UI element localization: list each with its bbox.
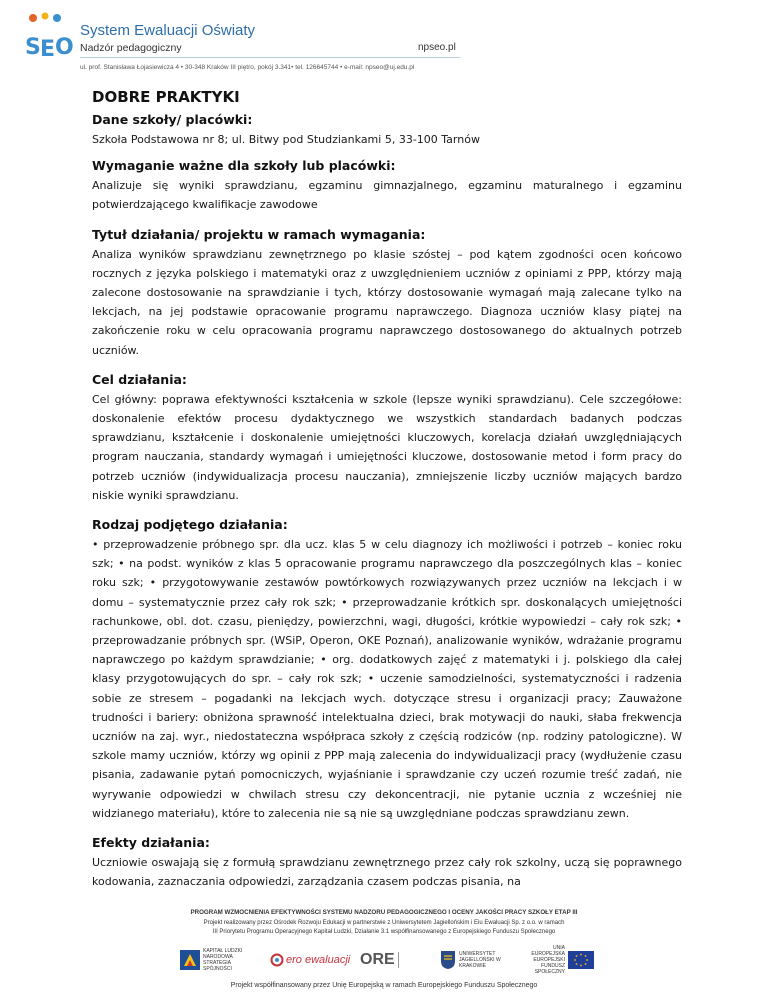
ore-text: ORE — [360, 951, 395, 968]
section-requirement — [92, 158, 682, 214]
kapital-ludzki-icon — [180, 950, 200, 970]
footer-priority-line: III Priorytetu Programu Operacyjnego Kapitał Ludzki, Działanie 3.1 współfinansowanego z Europejskiego Funduszu Społecznego — [212, 929, 556, 935]
section-body: Cel główny: poprawa efektywności kształcenia w szkole (lepsze wyniki sprawdzianu). Cele szczegółowe: doskonalenie efektów procesu dydaktycznego we wszystkich standardach badanych podczas sprawdzianu, kształcenie i doskonalenie umiejętności kluczowych, korelacja działań uwzględniających program nauczania, standardy wymagań i umiejętności kluczowe, dostosowanie metod i form pracy do potrzeb uczniów (indywidualizacja procesu nauczania), zmniejszenie liczby uczniów mających bardzo niskie wyniki sprawdzianu. — [92, 392, 682, 502]
section-heading: Tytuł działania/ projektu w ramach wymagania: — [92, 226, 426, 242]
section-heading: Dane szkoły/ placówki: — [92, 112, 253, 127]
section-heading: Rodzaj podjętego działania: — [92, 517, 288, 533]
brand-title: System Ewaluacji Oświaty — [80, 22, 256, 39]
ere-ewaluacji-text: ero ewaluacji — [286, 954, 351, 966]
section-heading: Wymaganie ważne dla szkoły lub placówki: — [92, 158, 396, 174]
page-footer — [0, 908, 768, 994]
document-title: DOBRE PRAKTYKI — [92, 88, 240, 106]
section-body: • przeprowadzenie próbnego spr. dla ucz. klas 5 w celu diagnozy ich możliwości i potrzeb – koniec roku szk; • na podst. wyników z klas 5 opracowanie programu naprawczego dla poszczególnych klas – koniec roku szk; • przygotowywanie zestawów powtórkowych rozwiązywanych przez uczniów na lekcjach i w domu – systematycznie przez cały rok szk; • przeprowadzanie krótkich spr. doskonalących umiejętności rachunkowe, obl. dot. czasu, pieniędzy, powierzchni, wagi, długości, krótkie wypowiedzi – cały rok szk; • przeprowadzanie próbnych spr. (WSiP, Operon, OKE Poznań), analizowanie wyników, wdrażanie programu naprawczego po każdym sprawdzianie; • org. dodatkowych zajęć z matematyki i j. polskiego dla całej klasy przygotowujących do spr. – cały rok szk; • uczenie samodzielności, systematyczności i radzenia sobie ze stresem – pogadanki na lekcjach wych. dotyczące stresu i organizacji pracy; Zauważone trudności i bariery: obniżona sprawność intelektualna dzieci, brak motywacji do nauki, słaba frekwencja uczniów na zaj. wyr., niedostateczna współpraca szkoły z częścią rodziców (np. rodziny patologiczne). W szkole mamy uczniów, którzy wg opinii z PPP mają zalecenia do indywidualizacji pracy (wydłużenie czasu pisania, zadawanie pytań pomocniczych, wyjaśnianie i sprawdzanie czy uczeń rozumie treść zadań, nie wyrywanie odpowiedzi w chwilach stresu czy dekoncentracji, nie pytanie ucznia z wcześniej nie widzianego materiału), które to zalecenia nie są nie są uwzględniane podczas sprawdzianu zewn. — [92, 538, 682, 820]
section-body: Szkoła Podstawowa nr 8; ul. Bitwy pod Studziankami 5, 33-100 Tarnów — [92, 133, 480, 146]
section-heading: Cel działania: — [92, 371, 187, 387]
section-project-title — [92, 227, 682, 360]
ere-ewaluacji-logo — [270, 944, 350, 976]
eu-flag-icon — [568, 951, 594, 969]
ore-caption-mark — [398, 952, 429, 968]
svg-text:E: E — [40, 37, 56, 62]
document-body — [92, 88, 682, 904]
header-divider — [80, 57, 460, 58]
kapital-ludzki-logo — [180, 944, 255, 976]
section-body: Analiza wyników sprawdzianu zewnętrznego po klasie szóstej – pod kątem zgodności ocen końcowo rocznych z języka polskiego i matematyki oraz z uwzględnieniem uczniów z opiniami z PPP, którzy mają zalecone dostosowanie na sprawdzianie i tych, którzy dostosowanie wymagań mają zalecane tylko na lekcjach, na jej podstawie opracowanie programu naprawczego. Diagnoza uczniów klasy piątej na zakończenie roku w celu opracowania programu naprawczego dostosowanego do aktualnych potrzeb uczniów. — [92, 247, 682, 357]
svg-text:O: O — [55, 35, 74, 60]
eu-logo — [520, 944, 594, 976]
eu-text: UNIA EUROPEJSKA EUROPEJSKI FUNDUSZ SPOŁECZNY — [531, 945, 565, 975]
section-action-type — [92, 517, 682, 823]
section-body: Analizuje się wyniki sprawdzianu, egzaminu gimnazjalnego, egzaminu maturalnego i egzaminu potwierdzającego kwalifikacje zawodowe — [92, 179, 682, 212]
brand-url-link[interactable]: npseo.pl — [418, 42, 456, 53]
section-effects — [92, 835, 682, 891]
section-heading: Efekty działania: — [92, 835, 210, 851]
uj-logo — [440, 944, 507, 976]
section-school-data — [92, 112, 682, 149]
footer-program-line: PROGRAM WZMOCNIENIA EFEKTYWNOŚCI SYSTEMU NADZORU PEDAGOGICZNEGO I OCENY JAKOŚCI PRACY SZKOŁY ETAP III — [190, 909, 578, 916]
ore-logo — [360, 944, 429, 976]
svg-text:S: S — [25, 35, 41, 60]
uj-crest-icon — [440, 950, 456, 970]
page-header — [0, 0, 768, 80]
section-goal — [92, 372, 682, 505]
ere-swirl-icon — [270, 953, 284, 967]
kapital-ludzki-text: KAPITAŁ LUDZKI NARODOWA STRATEGIA SPÓJNOŚCI — [203, 948, 243, 972]
footer-cofinance-line: Projekt współfinansowany przez Unię Europejską w ramach Europejskiego Funduszu Społecznego — [230, 982, 538, 989]
contact-address: ul. prof. Stanisława Łojasiewicza 4 • 30-348 Kraków III piętro, pokój 3.341• tel. 126645744 • e-mail: npseo@uj.edu.pl — [80, 64, 415, 71]
footer-project-line: Projekt realizowany przez Ośrodek Rozwoju Edukacji w partnerstwie z Uniwersytetem Jagiellońskim i Eiu Ewaluacji Sp. z o.o. w ramach — [203, 920, 565, 926]
uj-text: UNIWERSYTET JAGIELLOŃSKI W KRAKOWIE — [459, 951, 501, 969]
seo-logo — [24, 12, 74, 64]
footer-logos — [0, 944, 768, 976]
section-body: Uczniowie oswajają się z formułą sprawdzianu zewnętrznego przez cały rok szkolny, uczą się poprawnego kodowania, zaznaczania odpowiedzi, zarządzania czasem podczas pisania, na — [92, 856, 682, 889]
brand-subtitle: Nadzór pedagogiczny — [80, 42, 182, 54]
